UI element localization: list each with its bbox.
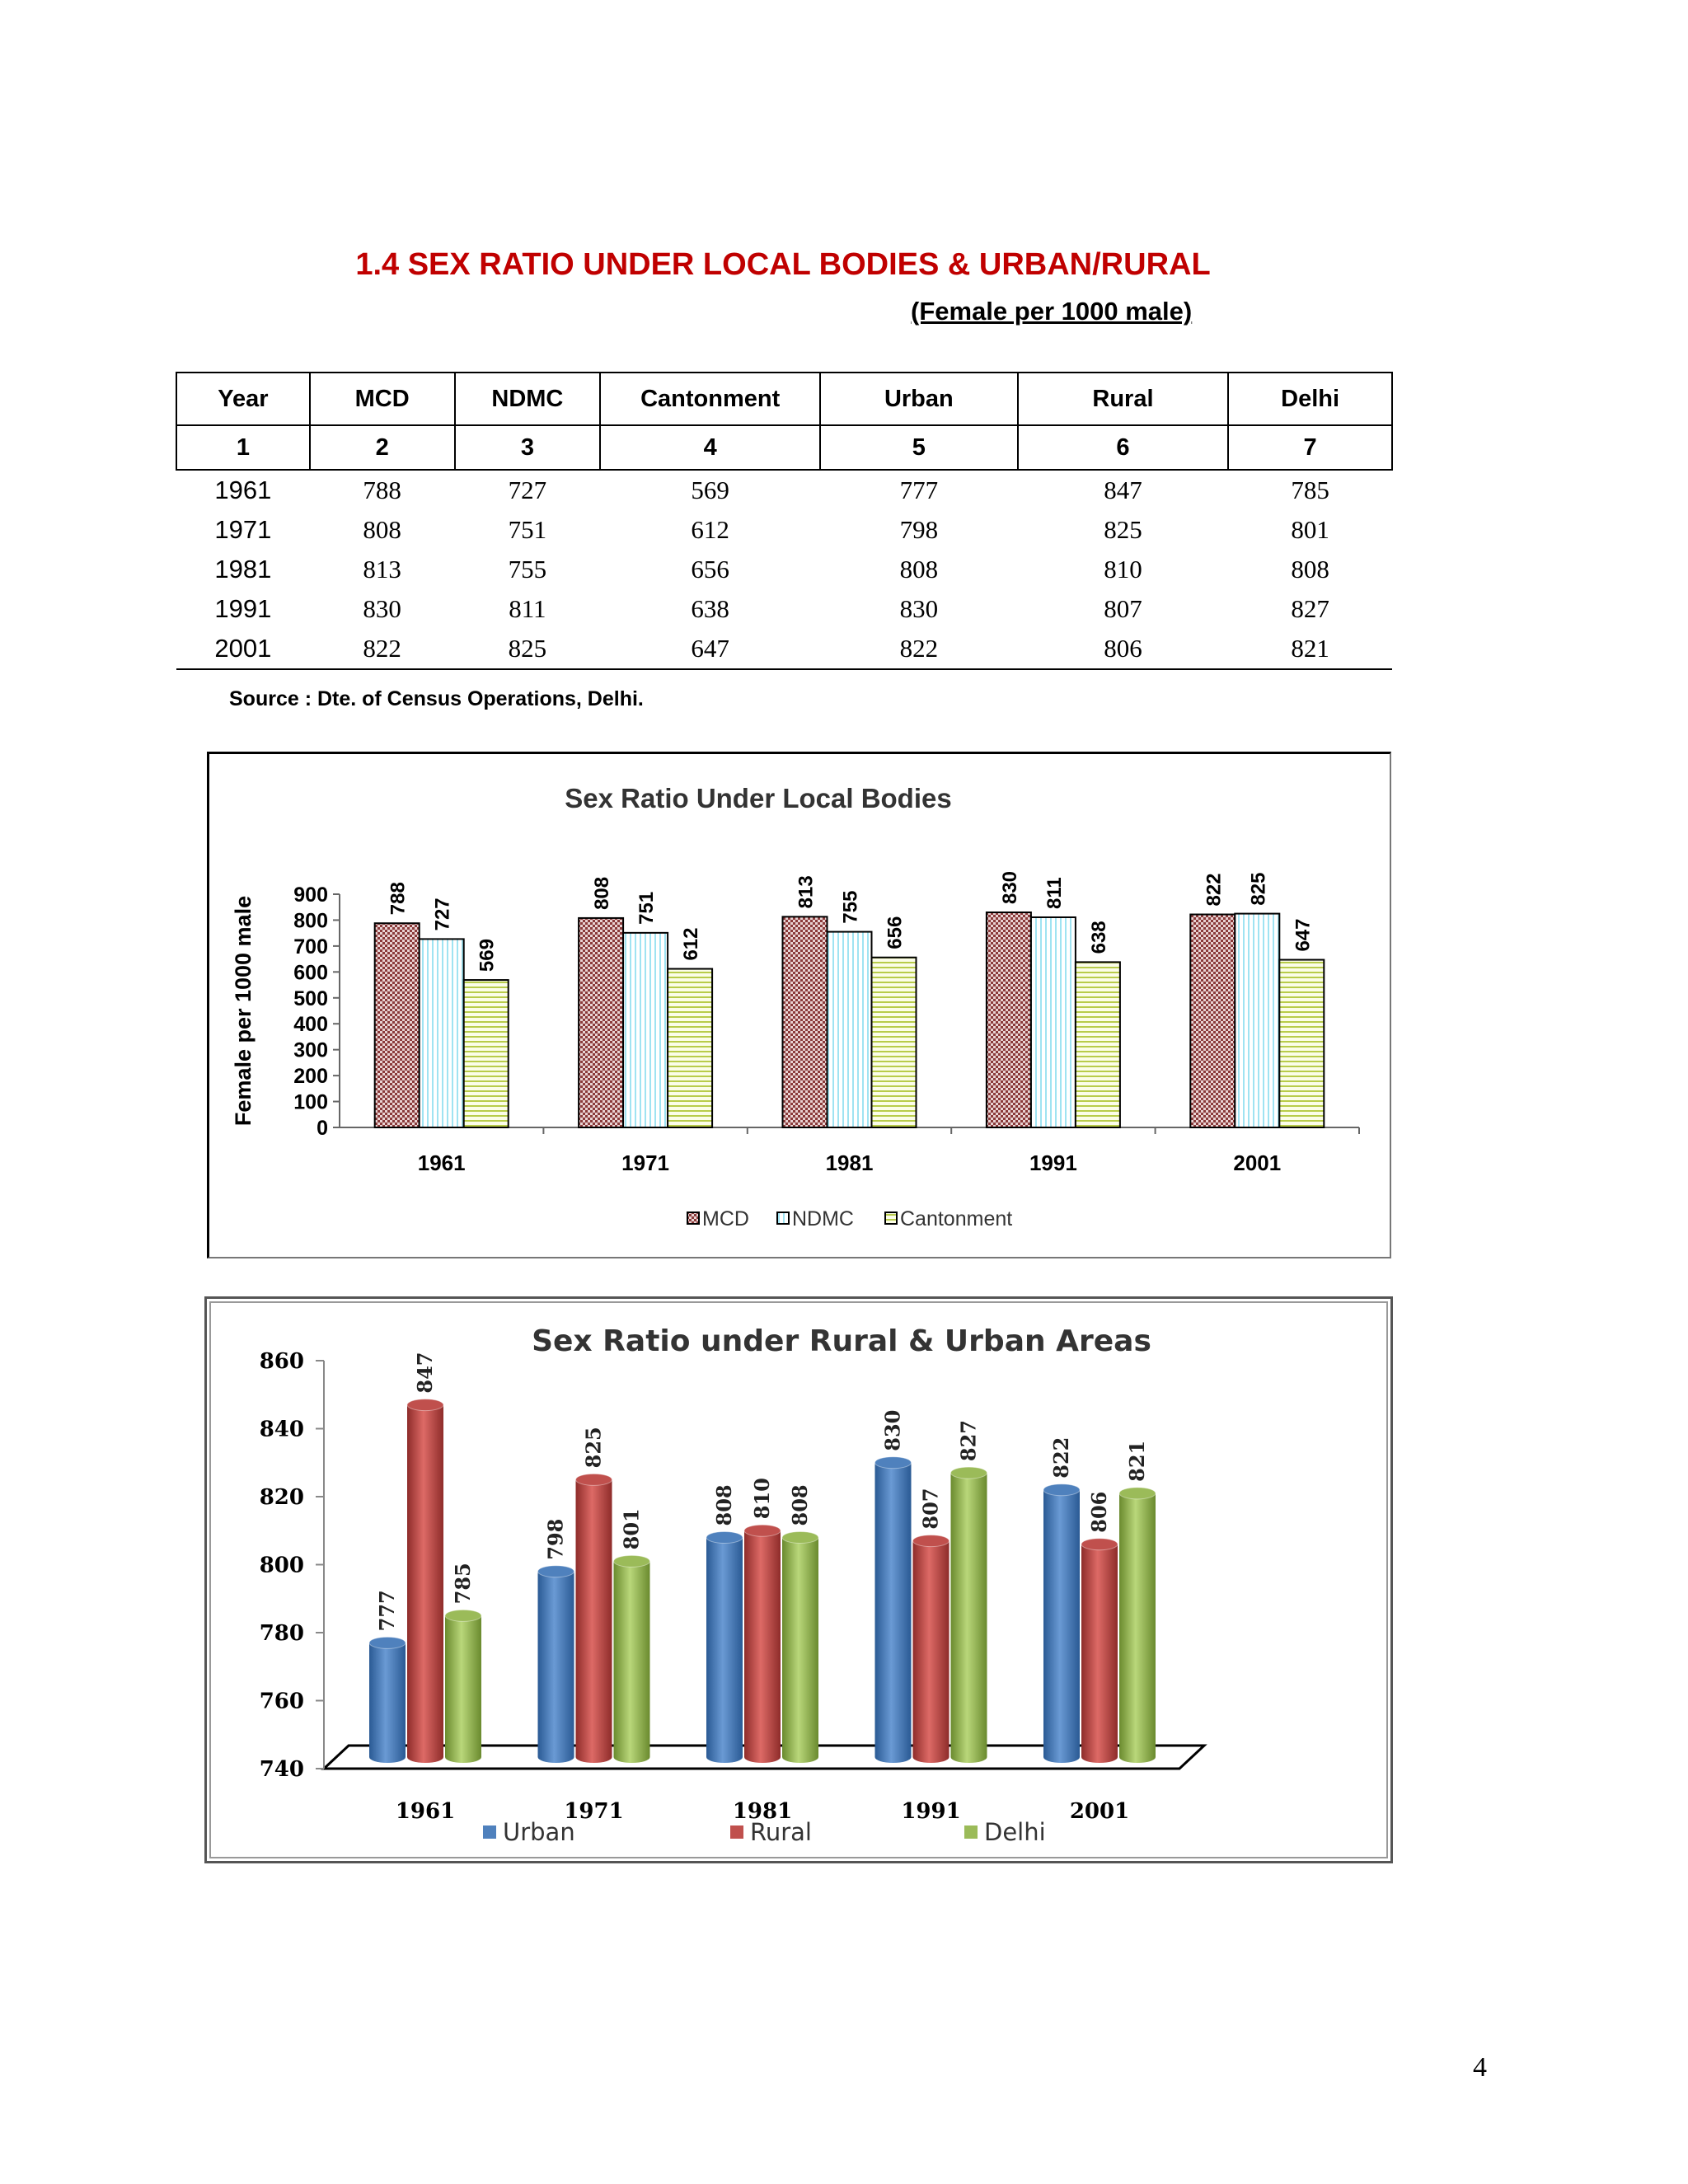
- y-tick-label: 860: [259, 1349, 304, 1374]
- bar-top: [951, 1467, 987, 1479]
- bar-top: [1119, 1488, 1156, 1499]
- value-cell: 825: [455, 629, 601, 669]
- bar-base: [951, 1751, 987, 1763]
- source-note: Source : Dte. of Census Operations, Delhi.: [229, 687, 644, 710]
- sex-ratio-table: [176, 372, 1393, 670]
- data-label: 777: [375, 1590, 399, 1632]
- bar-body: [782, 1538, 818, 1758]
- bar-base: [706, 1751, 743, 1763]
- bar-top: [706, 1532, 743, 1544]
- column-number: 4: [600, 425, 820, 470]
- table-header-row: [176, 373, 1392, 425]
- bar-body: [576, 1479, 612, 1757]
- data-label: 806: [1087, 1491, 1111, 1533]
- value-cell: 569: [691, 476, 729, 504]
- x-tick-label: 1961: [417, 1151, 466, 1175]
- value-cell: 830: [363, 594, 401, 623]
- value-cell: 813: [363, 555, 401, 583]
- year-cell: 1961: [214, 476, 272, 504]
- x-tick-label: 1961: [395, 1799, 456, 1824]
- bar-base: [1043, 1751, 1080, 1763]
- bar-ndmc: [623, 933, 668, 1127]
- bar-top: [576, 1474, 612, 1485]
- bar-top: [407, 1399, 443, 1411]
- x-tick-label: 1981: [732, 1799, 793, 1824]
- value-cell: 822: [820, 629, 1018, 669]
- data-label: 827: [956, 1420, 981, 1462]
- bar-cantonment: [1076, 962, 1120, 1127]
- legend-swatch-delhi: [964, 1825, 978, 1839]
- y-tick-label: 600: [293, 961, 328, 985]
- cylinder-bar-delhi: [782, 1532, 818, 1764]
- data-label: 830: [998, 870, 1021, 905]
- cylinder-bar-rural: [744, 1525, 781, 1763]
- value-cell: 827: [1291, 594, 1329, 623]
- year-cell: 2001: [176, 629, 310, 669]
- y-tick-label: 900: [293, 883, 328, 907]
- legend-swatch-urban: [483, 1825, 496, 1839]
- legend-swatch-ndmc: [777, 1212, 789, 1224]
- legend-swatch-cantonment: [885, 1212, 897, 1224]
- data-label: 612: [680, 927, 703, 961]
- legend-label: Urban: [503, 1818, 575, 1846]
- cylinder-bar-urban: [369, 1637, 406, 1763]
- table-row: [176, 470, 1392, 510]
- bar-top: [913, 1535, 950, 1547]
- column-number-row: [176, 425, 1392, 470]
- bar-base: [369, 1751, 406, 1763]
- x-tick-label: 1971: [564, 1799, 624, 1824]
- legend-label: Delhi: [984, 1818, 1046, 1846]
- value-cell: 847: [1104, 476, 1142, 504]
- bar-ndmc: [828, 932, 872, 1127]
- bar-ndmc: [1235, 914, 1279, 1127]
- value-cell: 807: [1104, 594, 1142, 623]
- bar-cantonment: [872, 958, 917, 1127]
- bar-top: [1043, 1484, 1080, 1496]
- cylinder-bar-urban: [538, 1566, 574, 1763]
- page-number: 4: [1473, 2052, 1487, 2083]
- data-label: 755: [839, 890, 862, 924]
- value-cell: 808: [1291, 555, 1329, 583]
- cylinder-bar-urban: [706, 1532, 743, 1764]
- column-header: NDMC: [455, 373, 601, 425]
- bar-top: [614, 1555, 650, 1567]
- data-label: 825: [1247, 872, 1270, 906]
- bar-top: [875, 1457, 912, 1469]
- x-tick-label: 1991: [1029, 1151, 1077, 1175]
- column-number: 6: [1018, 425, 1229, 470]
- bar-base: [538, 1751, 574, 1763]
- value-cell: 777: [899, 476, 939, 504]
- column-header: Year: [176, 373, 310, 425]
- legend-label: MCD: [702, 1207, 749, 1230]
- bar-mcd: [987, 912, 1031, 1127]
- data-label: 830: [880, 1409, 905, 1451]
- legend-label: Rural: [750, 1818, 812, 1846]
- value-cell: 656: [691, 555, 729, 583]
- bar-base: [614, 1751, 650, 1763]
- data-label: 788: [387, 882, 410, 916]
- bar-body: [614, 1561, 650, 1757]
- value-cell: 830: [899, 594, 939, 623]
- value-cell: 638: [691, 594, 729, 623]
- y-tick-label: 0: [316, 1117, 328, 1140]
- data-label: 785: [451, 1563, 475, 1605]
- data-label: 821: [1125, 1440, 1149, 1482]
- table-row: [176, 629, 1392, 669]
- y-tick-label: 780: [259, 1621, 304, 1646]
- bar-mcd: [783, 916, 828, 1127]
- legend-label: NDMC: [792, 1207, 854, 1230]
- data-label: 808: [788, 1484, 812, 1526]
- value-cell: 798: [899, 515, 939, 544]
- legend-label: Cantonment: [900, 1207, 1013, 1230]
- cylinder-bar-delhi: [445, 1610, 481, 1763]
- legend-swatch-rural: [730, 1825, 743, 1839]
- bar-body: [369, 1643, 406, 1757]
- column-header: MCD: [310, 373, 455, 425]
- x-tick-label: 2001: [1069, 1799, 1130, 1824]
- bar-base: [913, 1751, 950, 1763]
- bar-cantonment: [1279, 960, 1324, 1127]
- data-label: 808: [591, 876, 614, 910]
- bar-ndmc: [1031, 917, 1076, 1127]
- x-tick-label: 1991: [901, 1799, 961, 1824]
- bar-base: [744, 1751, 781, 1763]
- bar-base: [1119, 1751, 1156, 1763]
- column-number: 2: [310, 425, 455, 470]
- value-cell: 612: [691, 515, 729, 544]
- legend-swatch-mcd: [687, 1212, 699, 1224]
- data-label: 656: [884, 916, 907, 949]
- year-cell: 1971: [214, 515, 272, 544]
- cylinder-bar-delhi: [614, 1555, 650, 1763]
- value-cell: 647: [600, 629, 820, 669]
- bar-body: [1043, 1490, 1080, 1757]
- value-cell: 808: [899, 555, 939, 583]
- cylinder-bar-delhi: [1119, 1488, 1156, 1763]
- data-label: 811: [1043, 877, 1066, 909]
- bar-top: [538, 1566, 574, 1577]
- bar-body: [1081, 1544, 1118, 1757]
- column-number: 5: [820, 425, 1018, 470]
- data-label: 801: [619, 1508, 644, 1550]
- bar-body: [744, 1530, 781, 1757]
- data-label: 807: [918, 1488, 943, 1530]
- year-cell: 1981: [214, 555, 272, 583]
- value-cell: 806: [1018, 629, 1229, 669]
- bar-body: [445, 1615, 481, 1757]
- cylinder-bar-rural: [576, 1474, 612, 1763]
- unit-note: (Female per 1000 male): [911, 297, 1193, 326]
- cylinder-bar-delhi: [951, 1467, 987, 1763]
- y-tick-label: 740: [259, 1757, 304, 1782]
- bar-top: [782, 1532, 818, 1544]
- data-label: 810: [750, 1478, 774, 1520]
- cylinder-bar-rural: [913, 1535, 950, 1763]
- data-label: 822: [1049, 1436, 1073, 1479]
- data-label: 647: [1292, 918, 1315, 952]
- bar-base: [1081, 1751, 1118, 1763]
- table-row: [176, 589, 1392, 629]
- column-number: 3: [455, 425, 601, 470]
- bar-top: [744, 1525, 781, 1536]
- value-cell: 751: [508, 515, 547, 544]
- x-tick-label: 1971: [621, 1151, 670, 1175]
- value-cell: 822: [310, 629, 455, 669]
- data-label: 808: [712, 1484, 736, 1526]
- cylinder-bar-urban: [1043, 1484, 1080, 1763]
- y-tick-label: 800: [293, 909, 328, 933]
- y-tick-label: 100: [293, 1090, 328, 1114]
- data-label: 751: [635, 891, 659, 925]
- chart-title: Sex Ratio Under Local Bodies: [565, 783, 952, 813]
- data-label: 813: [795, 875, 818, 909]
- value-cell: 785: [1291, 476, 1329, 504]
- cylinder-bar-rural: [407, 1399, 443, 1763]
- table-row: [176, 550, 1392, 589]
- bar-ndmc: [420, 939, 464, 1127]
- rural-urban-chart-svg: [207, 1299, 1390, 1861]
- cylinder-bar-urban: [875, 1457, 912, 1763]
- value-cell: 811: [509, 594, 546, 623]
- bar-body: [538, 1572, 574, 1757]
- bar-cantonment: [668, 969, 712, 1127]
- bar-base: [875, 1751, 912, 1763]
- page-title: 1.4 SEX RATIO UNDER LOCAL BODIES & URBAN/RURAL: [355, 247, 1211, 282]
- column-header: Urban: [820, 373, 1018, 425]
- y-axis-label: Female per 1000 male: [231, 895, 256, 1127]
- y-tick-label: 200: [293, 1065, 328, 1089]
- bar-body: [875, 1463, 912, 1757]
- data-label: 847: [413, 1352, 437, 1394]
- bar-mcd: [375, 923, 420, 1127]
- bar-top: [369, 1637, 406, 1648]
- cylinder-bar-rural: [1081, 1539, 1118, 1763]
- bar-base: [576, 1751, 612, 1763]
- y-tick-label: 800: [259, 1553, 304, 1578]
- y-tick-label: 300: [293, 1038, 328, 1062]
- bar-body: [951, 1473, 987, 1757]
- bar-body: [706, 1538, 743, 1758]
- data-label: 569: [476, 939, 499, 972]
- bar-base: [445, 1751, 481, 1763]
- column-header: Delhi: [1228, 373, 1392, 425]
- data-label: 822: [1203, 873, 1226, 907]
- y-tick-label: 820: [259, 1485, 304, 1510]
- y-tick-label: 400: [293, 1013, 328, 1037]
- value-cell: 727: [508, 476, 547, 504]
- column-header: Cantonment: [600, 373, 820, 425]
- bar-body: [407, 1405, 443, 1757]
- table-row: [176, 510, 1392, 550]
- y-tick-label: 760: [259, 1689, 304, 1714]
- value-cell: 821: [1228, 629, 1392, 669]
- bar-base: [407, 1751, 443, 1763]
- value-cell: 788: [363, 476, 401, 504]
- local-bodies-chart: [207, 752, 1391, 1258]
- x-tick-label: 1981: [825, 1151, 874, 1175]
- y-tick-label: 840: [259, 1417, 304, 1442]
- data-label: 798: [543, 1518, 568, 1560]
- column-header: Rural: [1018, 373, 1229, 425]
- data-label: 825: [581, 1427, 606, 1469]
- data-label: 638: [1087, 921, 1110, 954]
- table-body: [176, 470, 1392, 669]
- bar-cantonment: [464, 980, 509, 1127]
- bar-top: [1081, 1539, 1118, 1550]
- rural-urban-chart: [204, 1296, 1393, 1863]
- local-bodies-chart-svg: [209, 754, 1390, 1257]
- y-tick-label: 500: [293, 987, 328, 1010]
- value-cell: 801: [1291, 515, 1329, 544]
- bar-base: [782, 1751, 818, 1763]
- value-cell: 755: [508, 555, 547, 583]
- value-cell: 825: [1104, 515, 1142, 544]
- value-cell: 810: [1104, 555, 1142, 583]
- bar-body: [913, 1541, 950, 1757]
- column-number: 7: [1228, 425, 1392, 470]
- bar-mcd: [579, 918, 623, 1127]
- x-tick-label: 2001: [1233, 1151, 1282, 1175]
- chart-title: Sex Ratio under Rural & Urban Areas: [532, 1324, 1151, 1358]
- bar-top: [445, 1610, 481, 1621]
- column-number: 1: [176, 425, 310, 470]
- y-tick-label: 700: [293, 935, 328, 958]
- value-cell: 808: [363, 515, 401, 544]
- data-label: 727: [431, 898, 454, 931]
- bar-body: [1119, 1493, 1156, 1757]
- bar-mcd: [1190, 915, 1235, 1127]
- year-cell: 1991: [214, 594, 272, 623]
